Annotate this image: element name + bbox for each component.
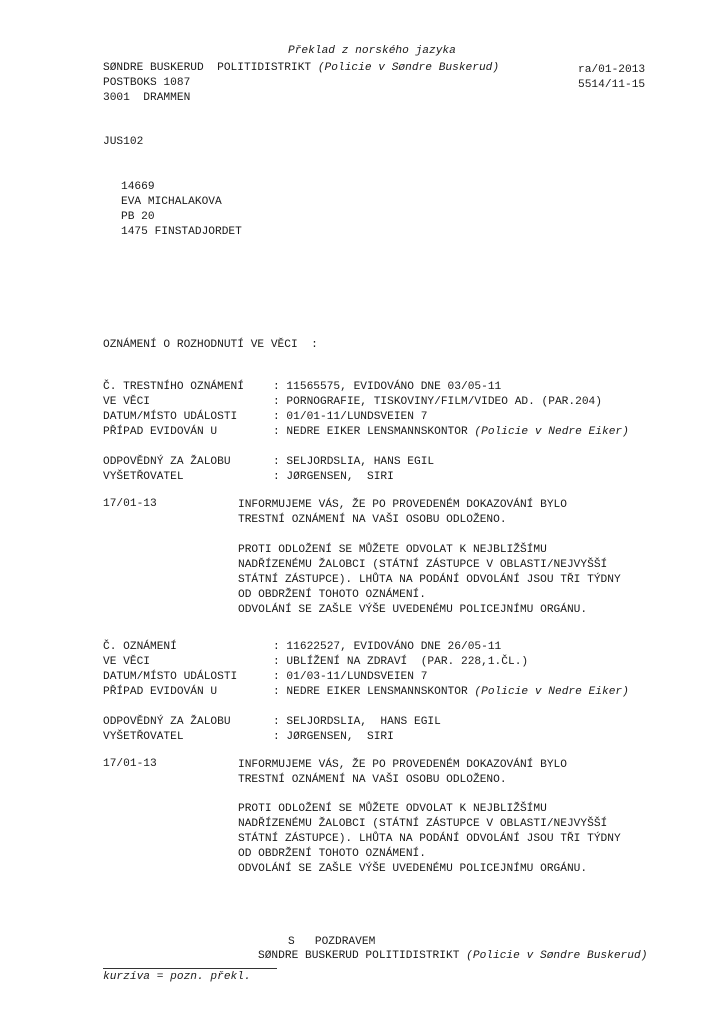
case-field-row [103,715,703,730]
sender-city: 3001 DRAMMEN [103,92,191,104]
case-1-responsible [103,455,703,485]
paragraph-line: OD OBDRŽENÍ TOHOTO OZNÁMENÍ. [238,848,426,860]
case-field-label: VYŠETŘOVATEL [103,731,184,743]
case-field-value: : 11565575, EVIDOVÁNO DNE 03/05-11 [273,381,502,393]
sender-name-text: SØNDRE BUSKERUD POLITIDISTRIKT [103,62,312,74]
case-field-value [273,685,629,700]
document-code: JUS102 [103,136,144,148]
case-field-value: : JØRGENSEN, SIRI [273,471,394,483]
case-field-value: : 11622527, EVIDOVÁNO DNE 26/05-11 [273,641,502,653]
case-field-value: : PORNOGRAFIE, TISKOVINY/FILM/VIDEO AD. (PAR.204) [273,396,602,408]
case-2-fields [103,640,703,700]
case-field-row [103,380,703,395]
recipient-city: 1475 FINSTADJORDET [121,226,242,238]
case-2-appeal-text [238,802,621,877]
case-field-label: DATUM/MÍSTO UDÁLOSTI [103,671,238,683]
paragraph-line: OD OBDRŽENÍ TOHOTO OZNÁMENÍ. [238,589,426,601]
case-1-appeal-text [238,543,621,618]
case-field-row [103,640,703,655]
case-field-label: VE VĚCI [103,656,150,668]
case-field-label: ODPOVĚDNÝ ZA ŽALOBU [103,456,231,468]
closing-greeting: S POZDRAVEM [288,936,376,948]
paragraph-line: STÁTNÍ ZÁSTUPCE). LHŮTA NA PODÁNÍ ODVOLÁNÍ JSOU TŘI TÝDNY [238,833,621,845]
recipient-address [121,180,242,240]
paragraph-line: PROTI ODLOŽENÍ SE MŮŽETE ODVOLAT K NEJBLIŽŠÍMU [238,803,547,815]
closing-signoff-text: SØNDRE BUSKERUD POLITIDISTRIKT [258,950,460,962]
reference-2: 5514/11-15 [578,79,646,91]
closing-signoff [258,949,647,964]
case-field-label: VE VĚCI [103,396,150,408]
case-field-row [103,410,703,425]
footnote: kurzíva = pozn. překl. [103,971,251,983]
sender-note: (Policie v Søndre Buskerud) [317,62,500,74]
paragraph-line: INFORMUJEME VÁS, ŽE PO PROVEDENÉM DOKAZOVÁNÍ BYLO [238,499,567,511]
case-field-row [103,395,703,410]
paragraph-line: NADŘÍZENÉMU ŽALOBCI (STÁTNÍ ZÁSTUPCE V OBLASTI/NEJVYŠŠÍ [238,559,608,571]
paragraph-line: ODVOLÁNÍ SE ZAŠLE VÝŠE UVEDENÉMU POLICEJNÍMU ORGÁNU. [238,863,588,875]
closing-signoff-note: (Policie v Søndre Buskerud) [466,950,648,962]
case-field-label: Č. TRESTNÍHO OZNÁMENÍ [103,381,244,393]
case-field-label: VYŠETŘOVATEL [103,471,184,483]
case-field-note: (Policie v Nedre Eiker) [474,426,629,438]
case-field-value-text: : NEDRE EIKER LENSMANNSKONTOR [273,686,468,698]
case-field-label: ODPOVĚDNÝ ZA ŽALOBU [103,716,231,728]
sender-name [103,61,499,76]
recipient-box: PB 20 [121,211,155,223]
case-2-responsible [103,715,703,745]
case-field-value: : SELJORDSLIA, HANS EGIL [273,456,435,468]
case-field-note: (Policie v Nedre Eiker) [474,686,629,698]
paragraph-line: PROTI ODLOŽENÍ SE MŮŽETE ODVOLAT K NEJBLIŽŠÍMU [238,544,547,556]
case-field-row [103,670,703,685]
case-field-value: : UBLÍŽENÍ NA ZDRAVÍ (PAR. 228,1.ČL.) [273,656,529,668]
case-field-label: Č. OZNÁMENÍ [103,641,177,653]
recipient-id: 14669 [121,181,155,193]
case-field-row [103,425,703,440]
recipient-name: EVA MICHALAKOVA [121,196,222,208]
case-field-value-text: : NEDRE EIKER LENSMANNSKONTOR [273,426,468,438]
case-field-value [273,425,629,440]
case-field-label: DATUM/MÍSTO UDÁLOSTI [103,411,238,423]
reference-1: ra/01-2013 [578,64,646,76]
case-field-value: : 01/01-11/LUNDSVEIEN 7 [273,411,428,423]
case-field-label: PŘÍPAD EVIDOVÁN U [103,686,218,698]
paragraph-line: TRESTNÍ OZNÁMENÍ NA VAŠI OSOBU ODLOŽENO. [238,774,507,786]
case-1-decision-text [238,498,567,528]
case-field-row [103,470,703,485]
sender-box: POSTBOKS 1087 [103,77,191,89]
paragraph-line: ODVOLÁNÍ SE ZAŠLE VÝŠE UVEDENÉMU POLICEJNÍMU ORGÁNU. [238,604,588,616]
subject-heading: OZNÁMENÍ O ROZHODNUTÍ VE VĚCI : [103,339,318,351]
case-2-decision-text [238,758,567,788]
case-field-value: : JØRGENSEN, SIRI [273,731,394,743]
case-field-row [103,455,703,470]
paragraph-line: NADŘÍZENÉMU ŽALOBCI (STÁTNÍ ZÁSTUPCE V OBLASTI/NEJVYŠŠÍ [238,818,608,830]
case-1-fields [103,380,703,440]
case-1-date: 17/01-13 [103,498,157,510]
paragraph-line: STÁTNÍ ZÁSTUPCE). LHŮTA NA PODÁNÍ ODVOLÁNÍ JSOU TŘI TÝDNY [238,574,621,586]
translation-note: Překlad z norského jazyka [288,45,456,57]
case-field-row [103,730,703,745]
footnote-rule [103,968,277,969]
case-field-row [103,685,703,700]
case-field-label: PŘÍPAD EVIDOVÁN U [103,426,218,438]
paragraph-line: TRESTNÍ OZNÁMENÍ NA VAŠI OSOBU ODLOŽENO. [238,514,507,526]
paragraph-line: INFORMUJEME VÁS, ŽE PO PROVEDENÉM DOKAZOVÁNÍ BYLO [238,759,567,771]
case-field-value: : SELJORDSLIA, HANS EGIL [273,716,441,728]
case-field-row [103,655,703,670]
case-field-value: : 01/03-11/LUNDSVEIEN 7 [273,671,428,683]
case-2-date: 17/01-13 [103,758,157,770]
